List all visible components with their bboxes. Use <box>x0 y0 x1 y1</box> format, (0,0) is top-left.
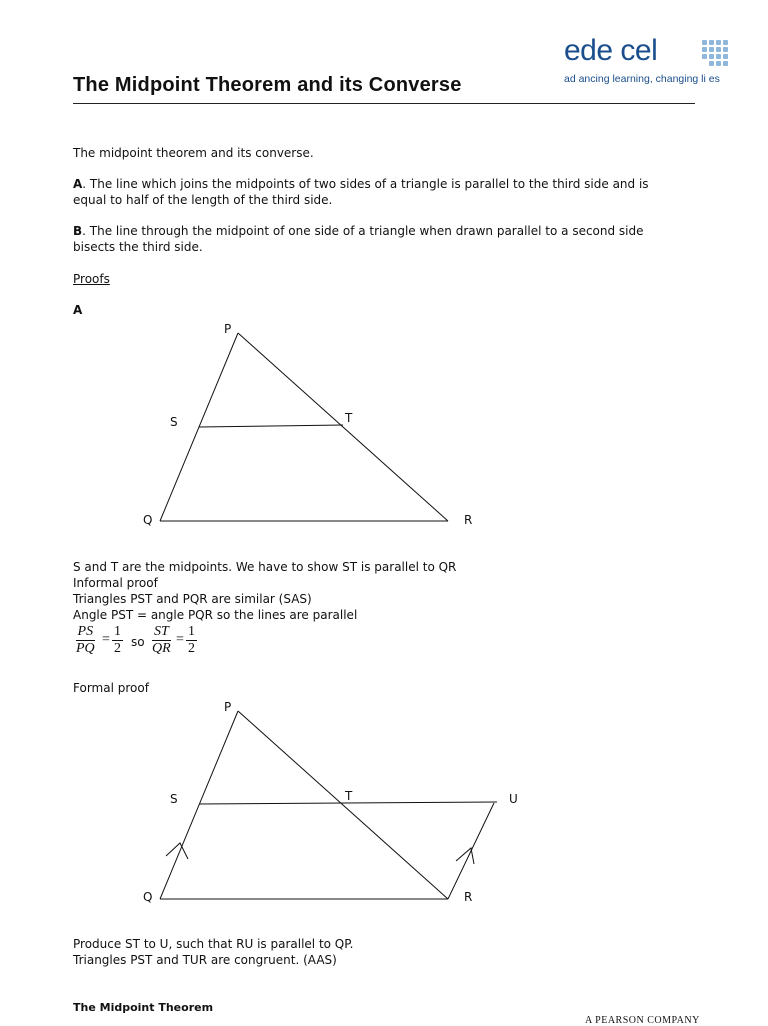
informal-line-3: Triangles PST and PQR are similar (SAS) <box>73 592 312 606</box>
so-word: so <box>131 635 145 649</box>
proof-a-label: A <box>73 303 83 317</box>
footer-publisher: A PEARSON COMPANY <box>585 1015 700 1026</box>
statement-b-line1: . The line through the midpoint of one side of a triangle when drawn parallel to a second side <box>82 224 644 238</box>
informal-line-1: S and T are the midpoints. We have to show ST is parallel to QR <box>73 560 457 574</box>
statement-a-letter: A <box>73 177 83 191</box>
parallel-arrow-ru-icon <box>456 848 474 864</box>
formal-line-1: Produce ST to U, such that RU is parallel to QP. <box>73 937 354 951</box>
fig1-label-t: T <box>345 411 353 425</box>
parallel-arrow-qp-icon <box>166 843 188 859</box>
fig2-label-q: Q <box>143 890 153 904</box>
fig2-label-u: U <box>509 792 518 806</box>
formal-proof-heading: Formal proof <box>73 681 149 695</box>
edexcel-logo-tagline: ad ancing learning, changing li es <box>564 73 720 85</box>
fig2-side-pr <box>238 711 448 899</box>
statement-a-line2: equal to half of the length of the third side. <box>73 193 333 207</box>
formal-proof-text <box>73 936 353 968</box>
fig1-label-q: Q <box>143 513 153 527</box>
fraction-st-qr: $\frac{ST}{QR}$ <box>152 624 171 656</box>
edexcel-logo-wordmark: ede cel <box>564 34 658 67</box>
statement-b-line2: bisects the third side. <box>73 240 203 254</box>
equals-sign-2: = <box>176 632 184 647</box>
fig1-label-r: R <box>464 513 473 527</box>
fig2-label-p: P <box>224 700 232 714</box>
page-title: The Midpoint Theorem and its Converse <box>73 74 462 96</box>
fraction-one-half-1: $\frac{1}{2}$ <box>114 624 121 656</box>
fraction-ps-pq: $\frac{PS}{PQ}$ <box>76 624 95 656</box>
fig2-label-s: S <box>170 792 178 806</box>
informal-line-2: Informal proof <box>73 576 158 590</box>
fig2-label-t: T <box>345 789 353 803</box>
fig1-label-s: S <box>170 415 178 429</box>
proofs-heading: Proofs <box>73 272 110 286</box>
intro-text: The midpoint theorem and its converse. <box>73 146 314 160</box>
fig1-label-p: P <box>224 322 232 336</box>
statement-b-letter: B <box>73 224 83 238</box>
informal-line-4: Angle PST = angle PQR so the lines are parallel <box>73 608 358 622</box>
formal-line-2: Triangles PST and TUR are congruent. (AAS) <box>73 953 337 967</box>
equals-sign-1: = <box>102 632 110 647</box>
fraction-one-half-2: $\frac{1}{2}$ <box>188 624 195 656</box>
statement-a-line1: . The line which joins the midpoints of two sides of a triangle is parallel to the third side and is <box>82 177 649 191</box>
fig2-segment-ru <box>448 803 494 899</box>
fig2-label-r: R <box>464 890 473 904</box>
footer-document-title: The Midpoint Theorem <box>73 1001 214 1014</box>
